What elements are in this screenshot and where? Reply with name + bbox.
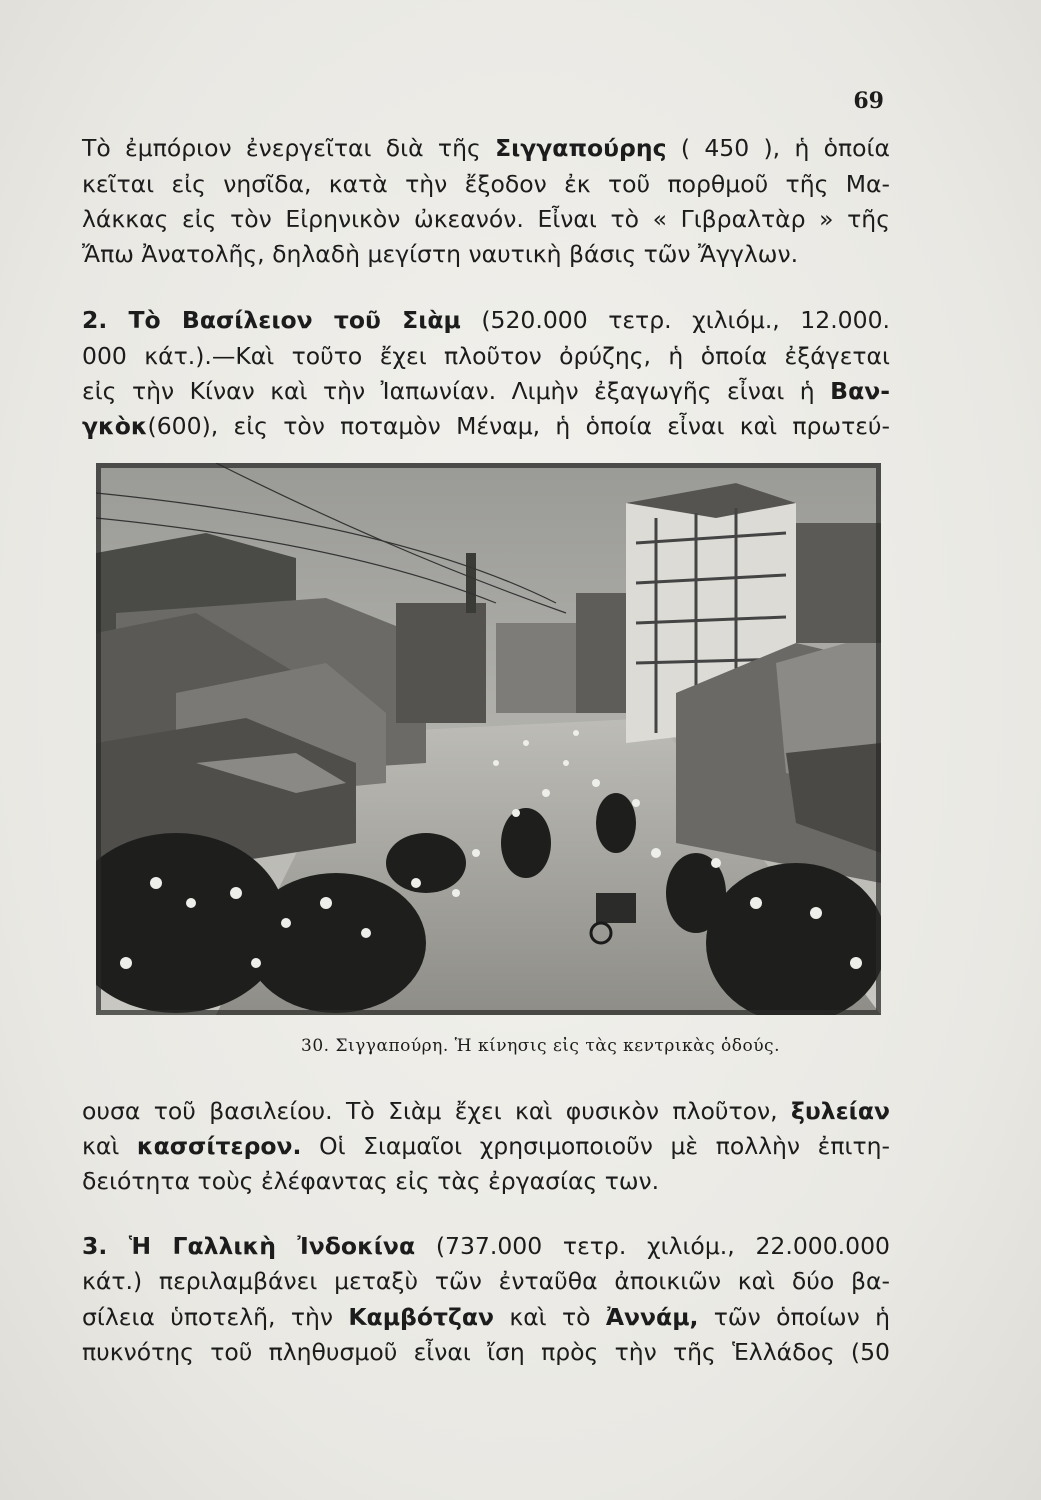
p3-line-2: καὶ κασσίτερον. Οἱ Σιαμαῖοι χρησιμοποιοῦν μὲ πολλὴν ἐπιτη- [82, 1132, 890, 1160]
photo-caption: 30. Σιγγαπούρη. Ἡ κίνησις εἰς τὰς κεντρικὰς ὁδούς. [301, 1036, 780, 1056]
p3-line-1: ουσα τοῦ βασιλείου. Τὸ Σιὰμ ἔχει καὶ φυσικὸν πλοῦτον, ξυλείαν [82, 1097, 890, 1125]
p1-line-1: Τὸ ἐμπόριον ἐνεργεῖται διὰ τῆς Σιγγαπούρης ( 450 ), ἡ ὁποία [82, 134, 890, 162]
p2-line-4: γκὸκ(600), εἰς τὸν ποταμὸν Μέναμ, ἡ ὁποία εἶναι καὶ πρωτεύ- [82, 412, 890, 440]
p3-line-3: δειότητα τοὺς ἐλέφαντας εἰς τὰς ἐργασίας των. [82, 1167, 660, 1195]
p4-line-1: 3. Ἡ Γαλλικὴ Ἰνδοκίνα (737.000 τετρ. χιλιόμ., 22.000.000 [82, 1232, 890, 1260]
p2-line-3: εἰς τὴν Κίναν καὶ τὴν Ἰαπωνίαν. Λιμὴν ἐξαγωγῆς εἶναι ἡ Βαν- [82, 377, 890, 405]
term-tin: κασσίτερον. [136, 1132, 302, 1160]
p4-line-2: κάτ.) περιλαμβάνει μεταξὺ τῶν ἐνταῦθα ἀποικιῶν καὶ δύο βα- [82, 1267, 890, 1295]
section-heading-siam: 2. Τὸ Βασίλειον τοῦ Σιὰμ [82, 306, 461, 334]
street-photograph [96, 463, 881, 1015]
p1-line-3: λάκκας εἰς τὸν Εἰρηνικὸν ὠκεανόν. Εἶναι τὸ « Γιβραλτὰρ » τῆς [82, 205, 890, 233]
p4-line-4: πυκνότης τοῦ πληθυσμοῦ εἶναι ἴση πρὸς τὴν τῆς Ἑλλάδος (50 [82, 1338, 890, 1366]
p2-line-2: 000 κάτ.).—Καὶ τοῦτο ἔχει πλοῦτον ὀρύζης, ἡ ὁποία ἐξάγεται [82, 342, 890, 370]
p4-line-3: σίλεια ὑποτελῆ, τὴν Καμβότζαν καὶ τὸ Ἀννάμ, τῶν ὁποίων ἡ [82, 1303, 890, 1331]
place-singapore: Σιγγαπούρης [495, 134, 667, 162]
page-number: 69 [853, 88, 884, 114]
photo-illustration [96, 463, 881, 1015]
term-timber: ξυλείαν [790, 1097, 890, 1125]
p2-line-1: 2. Τὸ Βασίλειον τοῦ Σιὰμ (520.000 τετρ. χιλιόμ., 12.000. [82, 306, 890, 334]
p1-line-2: κεῖται εἰς νησῖδα, κατὰ τὴν ἔξοδον ἐκ τοῦ πορθμοῦ τῆς Μα- [82, 170, 890, 198]
place-bangkok: Βαν- [830, 377, 890, 405]
place-cambodia: Καμβότζαν [348, 1303, 494, 1331]
p1-line-4: Ἄπω Ἀνατολῆς, δηλαδὴ μεγίστη ναυτικὴ βάσις τῶν Ἄγγλων. [82, 240, 799, 268]
section-heading-indochina: 3. Ἡ Γαλλικὴ Ἰνδοκίνα [82, 1232, 416, 1260]
place-annam: Ἀννάμ, [605, 1303, 699, 1331]
